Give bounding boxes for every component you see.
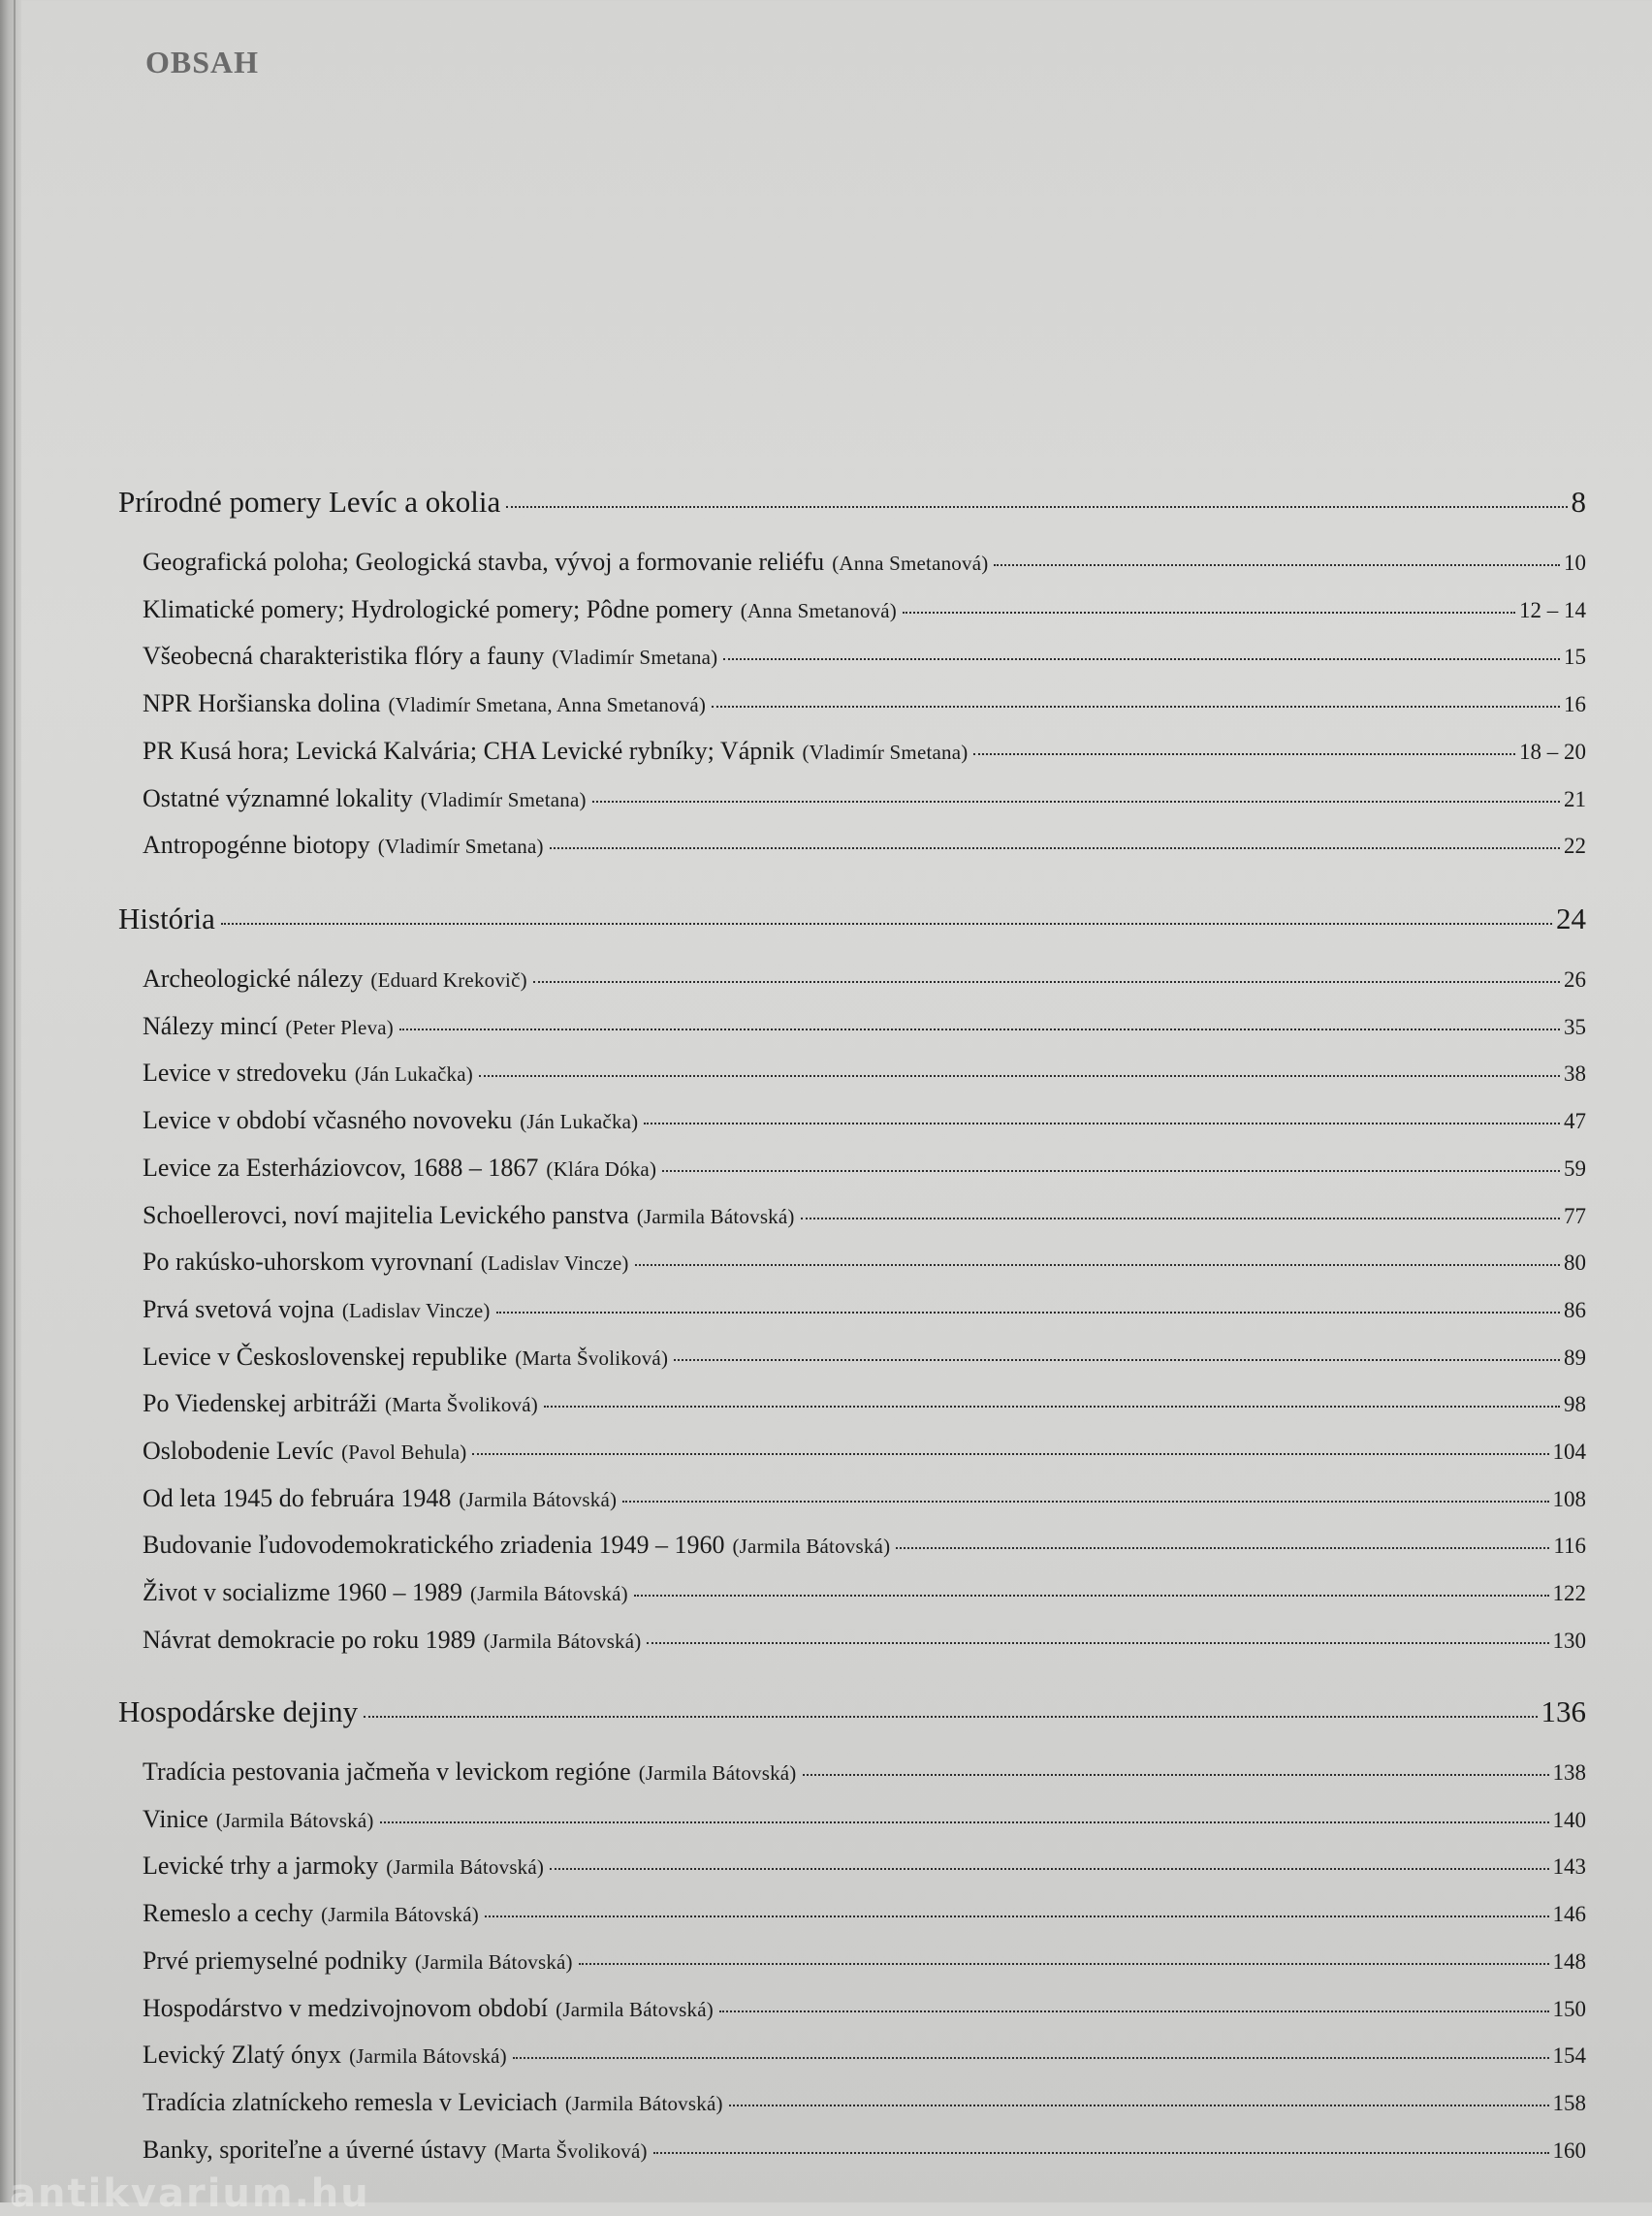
entry-page-number: 86	[1564, 1297, 1586, 1322]
toc-entry[interactable]	[143, 1343, 1586, 1372]
entry-author: (Marta Švoliková)	[493, 2138, 648, 2163]
dot-leader	[803, 1774, 1549, 1776]
dot-leader	[662, 1170, 1560, 1172]
page-heading: OBSAH	[145, 45, 260, 79]
entry-author: (Jarmila Bátovská)	[470, 1582, 628, 1606]
toc-entry[interactable]	[143, 595, 1586, 624]
toc-entry[interactable]	[143, 1947, 1586, 1976]
entry-title: Život v socializme 1960 – 1989	[143, 1578, 463, 1607]
entry-title: Po Viedenskej arbitráži	[143, 1389, 377, 1418]
entry-page-number: 47	[1564, 1109, 1586, 1134]
entry-page-number: 143	[1552, 1854, 1586, 1880]
toc-entry[interactable]	[143, 737, 1586, 766]
entry-author: (Ladislav Vincze)	[341, 1298, 491, 1322]
dot-leader	[622, 1501, 1548, 1503]
entry-title: Levice v období včasného novoveku	[143, 1106, 513, 1135]
toc-entry[interactable]	[143, 784, 1586, 813]
section-page-number: 136	[1541, 1694, 1586, 1728]
dot-leader	[801, 1218, 1560, 1219]
entry-page-number: 148	[1552, 1948, 1586, 1974]
entry-author: (Jarmila Bátovská)	[564, 2091, 723, 2115]
dot-leader	[544, 1406, 1560, 1408]
entry-page-number: 18 – 20	[1519, 739, 1586, 764]
dot-leader	[592, 801, 1560, 803]
entry-author: (Marta Švoliková)	[385, 1393, 538, 1417]
entry-page-number: 140	[1552, 1807, 1586, 1832]
entry-page-number: 146	[1552, 1902, 1586, 1927]
entry-author: (Jarmila Bátovská)	[349, 2044, 507, 2069]
toc-entry[interactable]	[143, 1154, 1586, 1183]
dot-leader	[719, 2010, 1549, 2012]
entry-page-number: 116	[1553, 1534, 1586, 1559]
entry-title: Tradícia zlatníckeho remesla v Leviciach	[143, 2087, 557, 2116]
dot-leader	[903, 612, 1515, 614]
entry-title: Nálezy mincí	[143, 1011, 278, 1040]
entry-author: (Anna Smetanová)	[832, 552, 989, 575]
entry-author: (Vladimír Smetana, Anna Smetanová)	[388, 693, 707, 717]
entry-page-number: 22	[1564, 834, 1586, 859]
entry-title: Levice v stredoveku	[143, 1059, 347, 1088]
entry-page-number: 80	[1564, 1250, 1586, 1276]
entry-title: Schoellerovci, noví majitelia Levického panstva	[143, 1200, 629, 1229]
entry-page-number: 160	[1552, 2137, 1586, 2163]
entry-author: (Anna Smetanová)	[740, 598, 897, 622]
dot-leader	[221, 923, 1552, 925]
entry-title: Od leta 1945 do februára 1948	[143, 1483, 452, 1512]
toc-entry[interactable]	[143, 1484, 1586, 1513]
entry-author: (Ján Lukačka)	[354, 1062, 473, 1087]
entry-author: (Jarmila Bátovská)	[732, 1535, 891, 1559]
entry-page-number: 122	[1552, 1581, 1586, 1606]
toc-entry[interactable]	[143, 1578, 1586, 1607]
entry-page-number: 108	[1552, 1486, 1586, 1511]
toc-entry[interactable]	[143, 2136, 1586, 2165]
dot-leader	[485, 1915, 1549, 1917]
entry-author: (Jarmila Bátovská)	[414, 1949, 573, 1974]
section-title: História	[118, 902, 215, 935]
toc-entry[interactable]	[143, 2041, 1586, 2070]
entry-page-number: 154	[1552, 2043, 1586, 2069]
entry-author: (Vladimír Smetana)	[552, 646, 718, 670]
entry-author: (Jarmila Bátovská)	[556, 1997, 714, 2021]
dot-leader	[479, 1075, 1560, 1077]
toc-entry[interactable]	[143, 1012, 1586, 1041]
entry-page-number: 77	[1564, 1203, 1586, 1228]
entry-title: Oslobodenie Levíc	[143, 1437, 334, 1465]
section-title: Prírodné pomery Levíc a okolia	[118, 485, 501, 519]
entry-page-number: 98	[1564, 1392, 1586, 1417]
entry-title: Banky, sporiteľne a úverné ústavy	[143, 2135, 487, 2164]
dot-leader	[496, 1312, 1560, 1314]
dot-leader	[674, 1359, 1560, 1361]
entry-page-number: 89	[1564, 1345, 1586, 1370]
dot-leader	[653, 2152, 1549, 2154]
entry-title: Archeologické nálezy	[143, 965, 364, 993]
dot-leader	[896, 1547, 1549, 1549]
toc-entry[interactable]	[143, 1531, 1586, 1560]
entry-title: Vinice	[143, 1804, 208, 1833]
section-page-number: 8	[1571, 485, 1586, 519]
entry-author: (Ján Lukačka)	[520, 1110, 639, 1134]
toc-entry[interactable]	[143, 689, 1586, 718]
dot-leader	[723, 658, 1560, 660]
dot-leader	[644, 1123, 1560, 1124]
entry-page-number: 26	[1564, 967, 1586, 992]
entry-title: Levický Zlatý ónyx	[143, 2041, 342, 2070]
toc-entry[interactable]	[143, 1626, 1586, 1655]
dot-leader	[994, 564, 1560, 566]
dot-leader	[634, 1595, 1549, 1597]
dot-leader	[399, 1029, 1560, 1030]
entry-title: Prvé priemyselné podniky	[143, 1946, 407, 1975]
toc-entry[interactable]	[143, 1899, 1586, 1928]
entry-author: (Ladislav Vincze)	[480, 1251, 629, 1276]
entry-author: (Eduard Krekovič)	[370, 968, 527, 992]
entry-title: Budovanie ľudovodemokratického zriadenia 1949 – 1960	[143, 1531, 725, 1560]
entry-author: (Jarmila Bátovská)	[215, 1808, 374, 1832]
entry-author: (Jarmila Bátovská)	[636, 1204, 795, 1228]
entry-page-number: 10	[1564, 551, 1586, 575]
entry-title: Hospodárstvo v medzivojnovom období	[143, 1993, 549, 2022]
entry-page-number: 150	[1552, 1996, 1586, 2021]
dot-leader	[647, 1642, 1548, 1644]
dot-leader	[729, 2105, 1549, 2106]
toc-entry[interactable]	[143, 1059, 1586, 1088]
entry-author: (Klára Dóka)	[546, 1156, 657, 1181]
toc-section-heading[interactable]	[118, 902, 1586, 936]
entry-author: (Vladimír Smetana)	[377, 835, 544, 859]
entry-title: Levice za Esterháziovcov, 1688 – 1867	[143, 1153, 539, 1182]
entry-author: (Pavol Behula)	[341, 1440, 467, 1464]
toc-entry[interactable]	[143, 2088, 1586, 2117]
section-title: Hospodárske dejiny	[118, 1694, 359, 1728]
toc-entry[interactable]	[143, 1248, 1586, 1277]
entry-author: (Jarmila Bátovská)	[638, 1761, 797, 1785]
entry-title: Po rakúsko-uhorskom vyrovnaní	[143, 1248, 473, 1277]
toc-entry[interactable]	[143, 1389, 1586, 1418]
toc-entry[interactable]	[143, 1201, 1586, 1230]
entry-author: (Vladimír Smetana)	[802, 740, 969, 764]
entry-author: (Marta Švoliková)	[515, 1345, 669, 1370]
entry-page-number: 12 – 14	[1519, 597, 1586, 622]
dot-leader	[973, 753, 1515, 755]
section-page-number: 24	[1556, 902, 1586, 935]
entry-author: (Jarmila Bátovská)	[386, 1855, 545, 1880]
toc-entry[interactable]	[143, 1106, 1586, 1135]
entry-page-number: 158	[1552, 2090, 1586, 2115]
dot-leader	[513, 2057, 1549, 2059]
entry-page-number: 38	[1564, 1061, 1586, 1087]
entry-page-number: 15	[1564, 645, 1586, 670]
dot-leader	[550, 1868, 1548, 1870]
entry-title: Ostatné významné lokality	[143, 783, 413, 812]
toc-entry[interactable]	[143, 965, 1586, 994]
entry-title: Tradícia pestovania jačmeňa v levickom regióne	[143, 1757, 631, 1786]
entry-title: Remeslo a cechy	[143, 1899, 314, 1928]
entry-title: PR Kusá hora; Levická Kalvária; CHA Levické rybníky; Vápnik	[143, 736, 795, 765]
dot-leader	[533, 981, 1560, 983]
entry-page-number: 16	[1564, 692, 1586, 717]
entry-title: Všeobecná charakteristika flóry a fauny	[143, 642, 545, 671]
entry-page-number: 138	[1552, 1760, 1586, 1785]
entry-author: (Vladimír Smetana)	[420, 787, 587, 811]
entry-page-number: 35	[1564, 1014, 1586, 1039]
entry-title: Geografická poloha; Geologická stavba, vývoj a formovanie reliéfu	[143, 548, 825, 576]
dot-leader	[635, 1264, 1560, 1266]
entry-title: Klimatické pomery; Hydrologické pomery; Pôdne pomery	[143, 594, 733, 623]
dot-leader	[364, 1716, 1537, 1718]
watermark: antikvarium.hu	[10, 2171, 370, 2216]
dot-leader	[579, 1963, 1549, 1965]
dot-leader	[380, 1821, 1549, 1823]
entry-title: Návrat demokracie po roku 1989	[143, 1625, 476, 1654]
toc-entry[interactable]	[143, 1437, 1586, 1466]
toc-section-heading[interactable]	[118, 485, 1586, 520]
entry-page-number: 104	[1552, 1440, 1586, 1464]
entry-page-number: 21	[1564, 786, 1586, 811]
toc-entry[interactable]	[143, 548, 1586, 577]
entry-title: Prvá svetová vojna	[143, 1294, 334, 1323]
toc-entry[interactable]	[143, 831, 1586, 860]
entry-author: (Peter Pleva)	[285, 1015, 394, 1039]
toc-entry[interactable]	[143, 1994, 1586, 2023]
entry-title: NPR Horšianska dolina	[143, 689, 381, 718]
entry-author: (Jarmila Bátovská)	[483, 1629, 642, 1653]
toc-entry[interactable]	[143, 642, 1586, 671]
entry-author: (Jarmila Bátovská)	[321, 1903, 479, 1927]
entry-author: (Jarmila Bátovská)	[459, 1487, 618, 1511]
dot-leader	[506, 506, 1567, 508]
toc-section-heading[interactable]	[118, 1694, 1586, 1729]
dot-leader	[550, 847, 1560, 849]
toc-entry[interactable]	[143, 1295, 1586, 1324]
dot-leader	[712, 706, 1560, 708]
entry-title: Levické trhy a jarmoky	[143, 1852, 379, 1881]
dot-leader	[472, 1453, 1548, 1455]
entry-title: Levice v Československej republike	[143, 1342, 508, 1371]
entry-title: Antropogénne biotopy	[143, 831, 370, 860]
entry-page-number: 59	[1564, 1155, 1586, 1181]
entry-page-number: 130	[1552, 1628, 1586, 1653]
toc-entry[interactable]	[143, 1757, 1586, 1787]
toc-entry[interactable]	[143, 1852, 1586, 1881]
toc-entry[interactable]	[143, 1805, 1586, 1834]
